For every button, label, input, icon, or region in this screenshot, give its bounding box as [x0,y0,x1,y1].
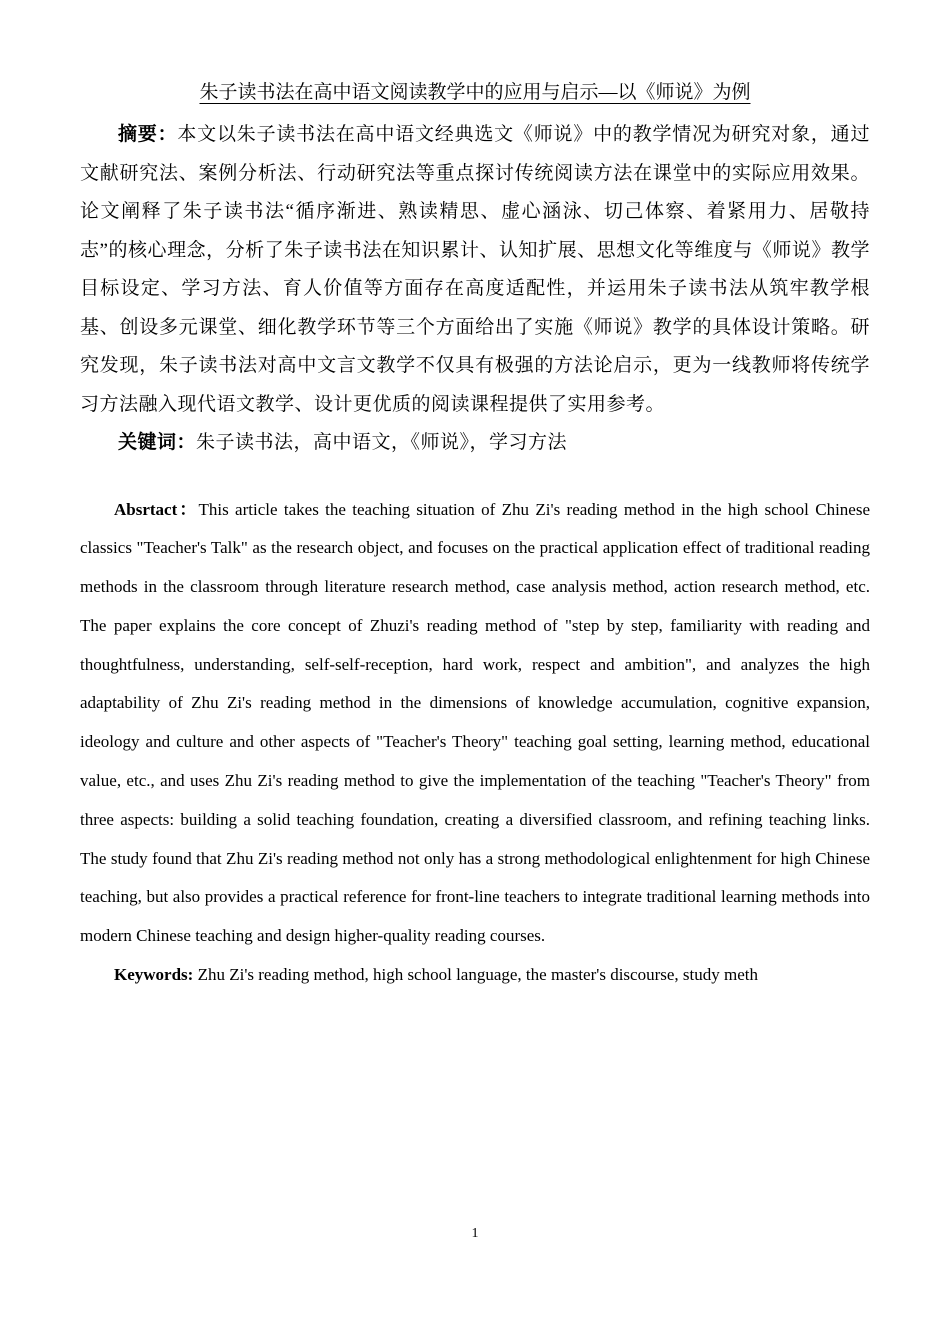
document-title: 朱子读书法在高中语文阅读教学中的应用与启示—以《师说》为例 [199,82,751,103]
page-number: 1 [471,1226,479,1241]
abstract-cn-label: 摘要： [118,124,178,145]
abstract-en-paragraph [80,491,870,957]
keywords-cn-label: 关键词： [118,432,197,453]
abstract-cn-text: 本文以朱子读书法在高中语文经典选文《师说》中的教学情况为研究对象，通过文献研究法、案例分析法、行动研究法等重点探讨传统阅读方法在课堂中的实际应用效果。论文阐释了朱子读书法“循序渐进、熟读精思、虚心涵泳、切己体察、着紧用力、居敬持志”的核心理念，分析了朱子读书法在知识累计、认知扩展、思想文化等维度与《师说》教学目标设定、学习方法、育人价值等方面存在高度适配性，并运用朱子读书法从筑牢教学根基、创设多元课堂、细化教学环节等三个方面给出了实施《师说》教学的具体设计策略。研究发现，朱子读书法对高中文言文教学不仅具有极强的方法论启示，更为一线教师将传统学习方法融入现代语文教学、设计更优质的阅读课程提供了实用参考。 [80,124,870,415]
keywords-en-label: Keywords: [114,965,194,985]
abstract-en-label: Absrtact： [114,499,199,519]
abstract-en-text: This article takes the teaching situation of Zhu Zi's reading method in the high school Chinese classics "Teacher's Talk" as the research object, and focuses on the practical application effect of traditional reading methods in the classroom through literature research method, case analysis method, action research method, etc. The paper explains the core concept of Zhuzi's reading method of "step by step, familiarity with reading and thoughtfulness, understanding, self-self-reception, hard work, respect and ambition", and analyzes the high adaptability of Zhu Zi's reading method in the dimensions of knowledge accumulation, cognitive expansion, ideology and culture and other aspects of "Teacher's Theory" teaching goal setting, learning method, educational value, etc., and uses Zhu Zi's reading method to give the implementation of the teaching "Teacher's Theory" from three aspects: building a solid teaching foundation, creating a diversified classroom, and refining teaching links. The study found that Zhu Zi's reading method not only has a strong methodological enlightenment for high Chinese teaching, but also provides a practical reference for front-line teachers to integrate traditional learning methods into modern Chinese teaching and design higher-quality reading courses. [80,499,870,946]
abstract-cn-paragraph [80,116,870,424]
keywords-en-text: Zhu Zi's reading method, high school language, the master's discourse, study meth [193,965,758,985]
keywords-cn-text: 朱子读书法，高中语文，《师说》，学习方法 [196,432,568,453]
keywords-en-paragraph [80,956,870,995]
keywords-cn-paragraph [80,424,870,463]
